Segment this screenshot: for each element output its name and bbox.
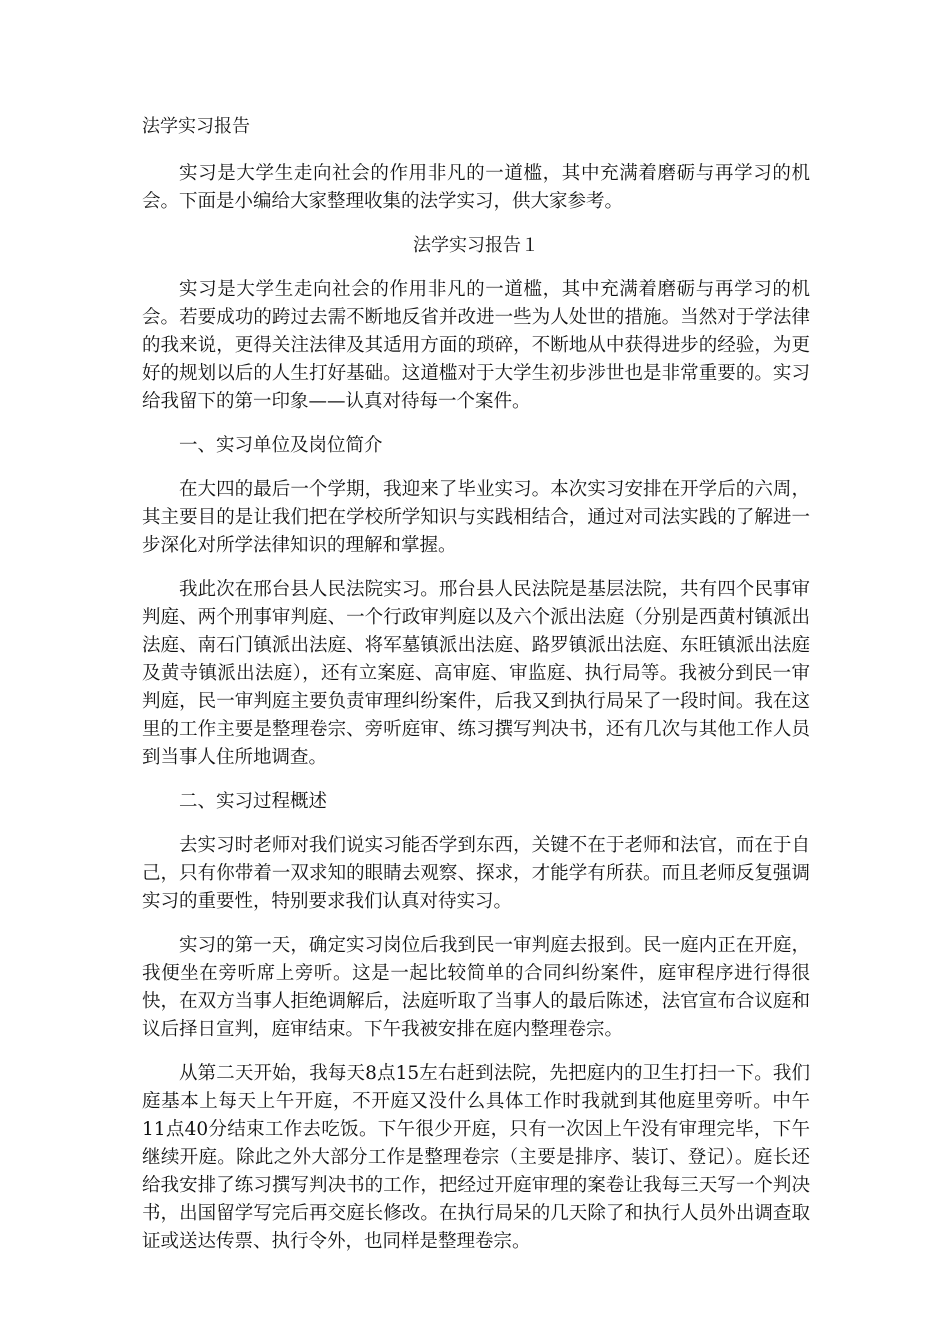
document-page <box>142 112 810 1256</box>
section-title: 法学实习报告１ <box>413 235 539 256</box>
body-paragraph: 在大四的最后一个学期，我迎来了毕业实习。本次实习安排在开学后的六周，其主要目的是让我们把在学校所学知识与实践相结合，通过对司法实践的了解进一步深化对所学法律知识的理解和掌握。 <box>142 479 810 556</box>
section-heading-unit: 一、实习单位及岗位简介 <box>179 435 383 456</box>
intro-paragraph: 实习是大学生走向社会的作用非凡的一道槛，其中充满着磨砺与再学习的机会。下面是小编给大家整理收集的法学实习，供大家参考。 <box>142 163 810 212</box>
body-paragraph: 我此次在邢台县人民法院实习。邢台县人民法院是基层法院，共有四个民事审判庭、两个刑事审判庭、一个行政审判庭以及六个派出法庭（分别是西黄村镇派出法庭、南石门镇派出法庭、将军墓镇派出法庭、路罗镇派出法庭、东旺镇派出法庭及黄寺镇派出法庭），还有立案庭、高审庭、审监庭、执行局等。我被分到民一审判庭，民一审判庭主要负责审理纠纷案件，后我又到执行局呆了一段时间。我在这里的工作主要是整理卷宗、旁听庭审、练习撰写判决书，还有几次与其他工作人员到当事人住所地调查。 <box>142 579 810 768</box>
body-paragraph: 从第二天开始，我每天8点15左右赶到法院，先把庭内的卫生打扫一下。我们庭基本上每天上午开庭，不开庭又没什么具体工作时我就到其他庭里旁听。中午11点40分结束工作去吃饭。下午很少开庭，只有一次因上午没有审理完毕，下午继续开庭。除此之外大部分工作是整理卷宗（主要是排序、装订、登记）。庭长还给我安排了练习撰写判决书的工作，把经过开庭审理的案卷让我每三天写一个判决书，出国留学写完后再交庭长修改。在执行局呆的几天除了和执行人员外出调查取证或送达传票、执行令外，也同样是整理卷宗。 <box>142 1063 810 1252</box>
body-paragraph: 去实习时老师对我们说实习能否学到东西，关键不在于老师和法官，而在于自己，只有你带着一双求知的眼睛去观察、探求，才能学有所获。而且老师反复强调实习的重要性，特别要求我们认真对待实习。 <box>142 835 810 912</box>
body-paragraph: 实习是大学生走向社会的作用非凡的一道槛，其中充满着磨砺与再学习的机会。若要成功的跨过去需不断地反省并改进一些为人处世的措施。当然对于学法律的我来说，更得关注法律及其适用方面的琐碎，不断地从中获得进步的经验，为更好的规划以后的人生打好基础。这道槛对于大学生初步涉世也是非常重要的。实习给我留下的第一印象——认真对待每一个案件。 <box>142 279 810 412</box>
document-title: 法学实习报告 <box>142 116 250 137</box>
body-paragraph: 实习的第一天，确定实习岗位后我到民一审判庭去报到。民一庭内正在开庭，我便坐在旁听席上旁听。这是一起比较简单的合同纠纷案件，庭审程序进行得很快，在双方当事人拒绝调解后，法庭听取了当事人的最后陈述，法官宣布合议庭和议后择日宣判，庭审结束。下午我被安排在庭内整理卷宗。 <box>142 935 810 1040</box>
section-heading-process: 二、实习过程概述 <box>179 791 328 812</box>
